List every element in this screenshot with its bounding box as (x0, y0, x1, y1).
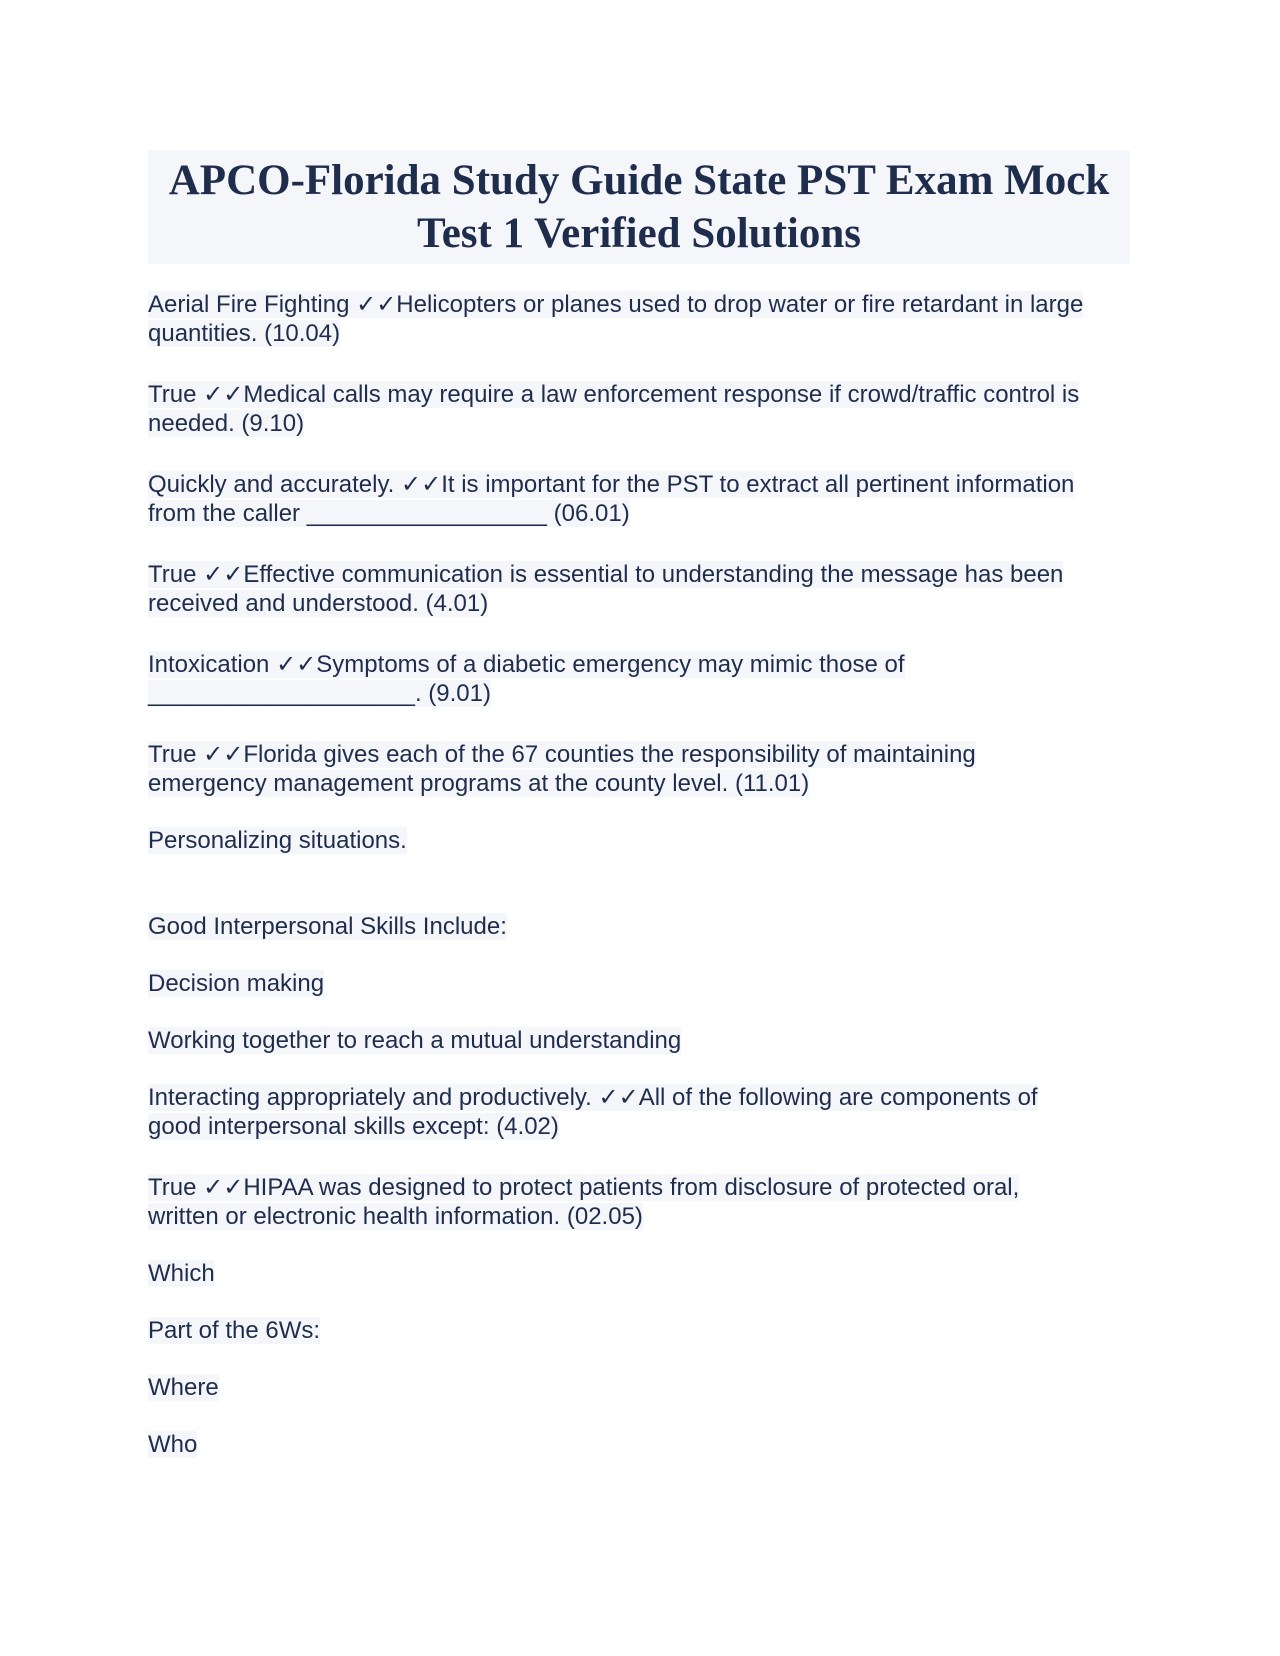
entry-answer: Quickly and accurately. ✓✓ (148, 471, 442, 498)
flashcard-list (148, 290, 1130, 1459)
entry-question: It is important for the PST to extract all pertinent information (441, 471, 1075, 498)
entry-question: All of the following are components of (638, 1084, 1038, 1111)
entry-question: Florida gives each of the 67 counties the responsibility of maintaining (243, 741, 976, 768)
heading-text: Part of the 6Ws: (148, 1317, 321, 1344)
entry-question: Helicopters or planes used to drop water or fire retardant in large (396, 291, 1084, 318)
entry-answer: Intoxication ✓✓ (148, 651, 317, 678)
entry-question-cont: quantities. (10.04) (148, 320, 341, 347)
flashcard-entry (148, 1083, 1130, 1141)
heading-text: Good Interpersonal Skills Include: (148, 913, 507, 940)
title-line-2: Test 1 Verified Solutions (416, 210, 862, 257)
item-text: Where (148, 1374, 219, 1401)
entry-question-cont: needed. (9.10) (148, 410, 305, 437)
entry-answer: True ✓✓ (148, 381, 244, 408)
six-ws-answer (148, 1259, 1130, 1288)
flashcard-entry (148, 740, 1130, 798)
entry-question-cont: written or electronic health information. (02.05) (148, 1203, 643, 1230)
document-title (158, 154, 1120, 260)
six-ws-heading (148, 1316, 1130, 1345)
entry-question-cont: emergency management programs at the county level. (11.01) (148, 770, 810, 797)
title-block (148, 150, 1130, 264)
entry-answer: True ✓✓ (148, 561, 244, 588)
entry-question: HIPAA was designed to protect patients from disclosure of protected oral, (243, 1174, 1020, 1201)
title-line-1: APCO-Florida Study Guide State PST Exam Mock (168, 157, 1110, 204)
entry-question-cont: ____________________. (9.01) (148, 680, 491, 707)
entry-answer: True ✓✓ (148, 741, 244, 768)
option-text: Personalizing situations. (148, 827, 407, 854)
flashcard-entry (148, 560, 1130, 618)
flashcard-entry (148, 380, 1130, 438)
flashcard-entry (148, 470, 1130, 528)
entry-answer: Aerial Fire Fighting ✓✓ (148, 291, 397, 318)
flashcard-entry (148, 290, 1130, 348)
interpersonal-option-personalizing (148, 826, 1130, 855)
entry-question: Medical calls may require a law enforcement response if crowd/traffic control is (243, 381, 1080, 408)
interpersonal-option-working (148, 1026, 1130, 1055)
entry-question-cont: received and understood. (4.01) (148, 590, 489, 617)
entry-question-cont: good interpersonal skills except: (4.02) (148, 1113, 559, 1140)
option-text: Working together to reach a mutual understanding (148, 1027, 682, 1054)
entry-question: Effective communication is essential to understanding the message has been (243, 561, 1064, 588)
flashcard-entry (148, 650, 1130, 708)
entry-question: Symptoms of a diabetic emergency may mimic those of (316, 651, 905, 678)
flashcard-entry (148, 1173, 1130, 1231)
entry-answer: True ✓✓ (148, 1174, 244, 1201)
six-ws-item-who (148, 1430, 1130, 1459)
interpersonal-heading (148, 912, 1130, 941)
interpersonal-option-decision (148, 969, 1130, 998)
answer-text: Which (148, 1260, 215, 1287)
option-text: Decision making (148, 970, 325, 997)
six-ws-item-where (148, 1373, 1130, 1402)
document-page (148, 150, 1130, 1487)
item-text: Who (148, 1431, 198, 1458)
entry-answer: Interacting appropriately and productively. ✓✓ (148, 1084, 639, 1111)
entry-question-cont: from the caller __________________ (06.01) (148, 500, 630, 527)
